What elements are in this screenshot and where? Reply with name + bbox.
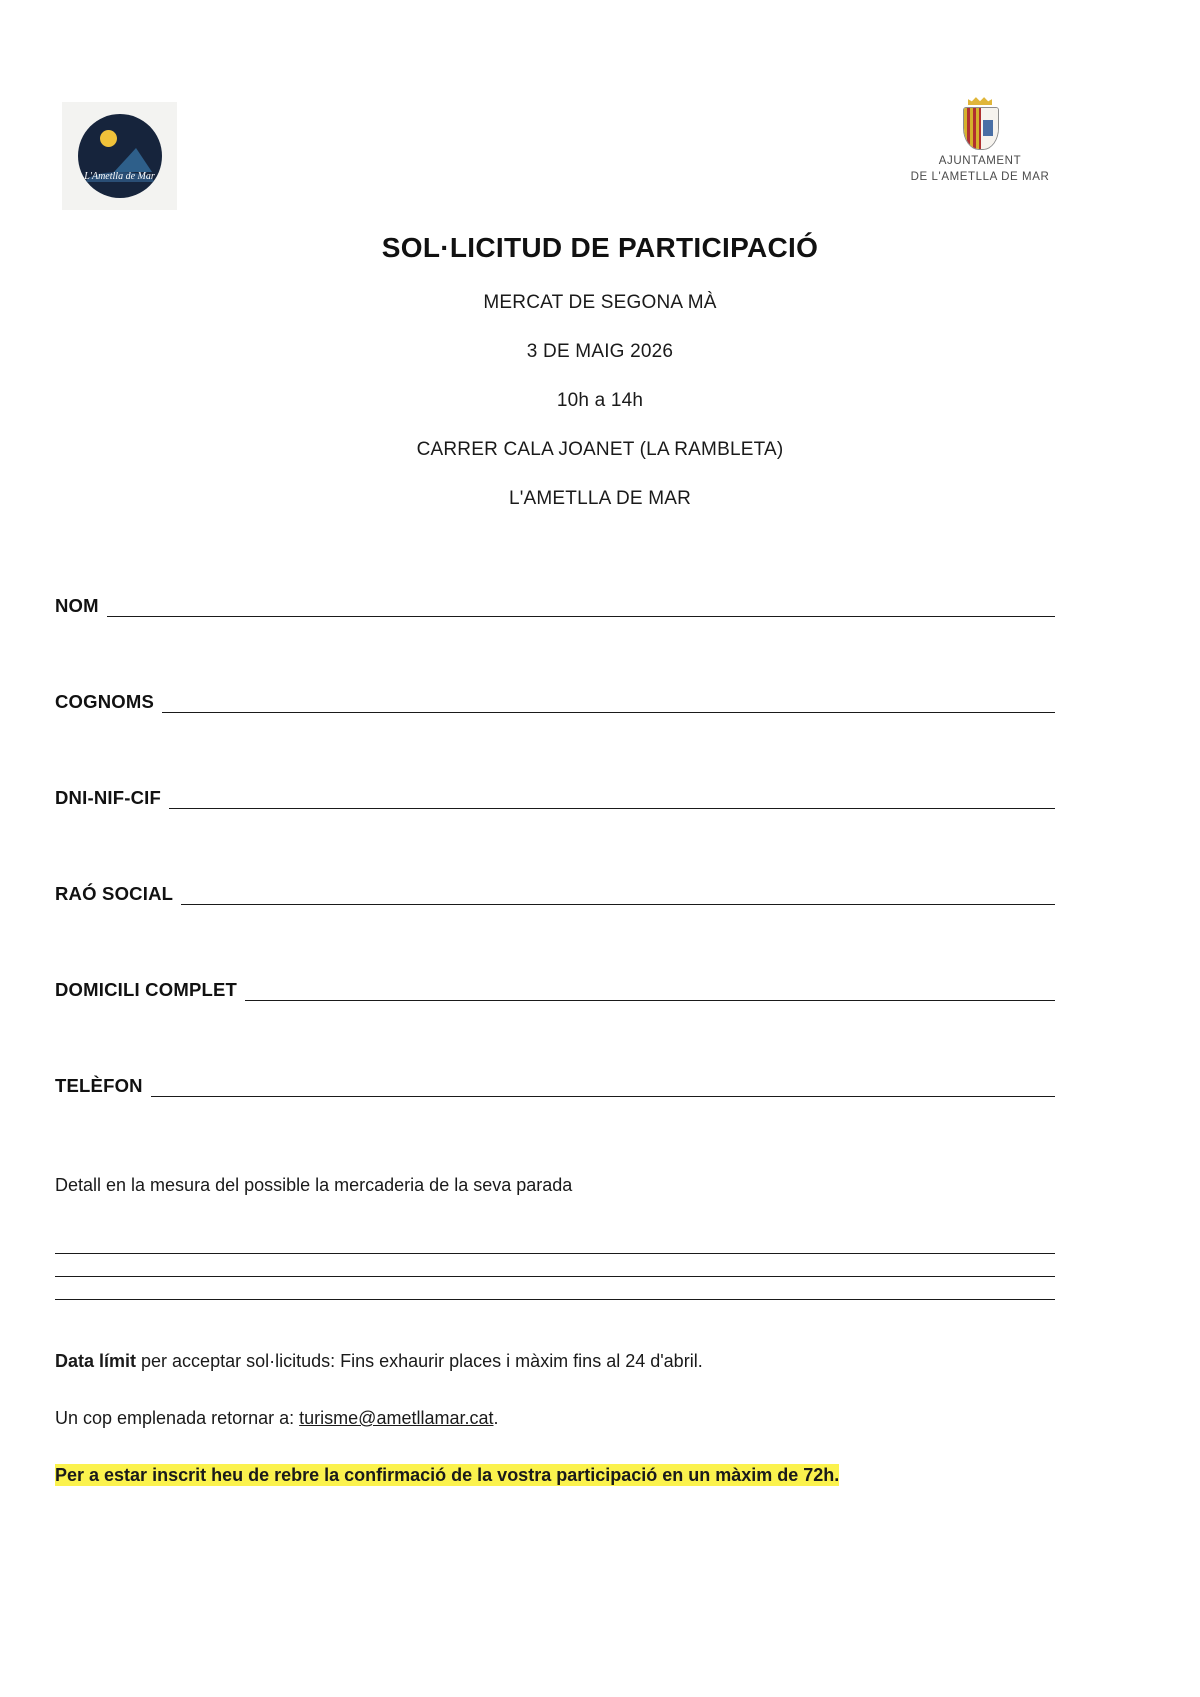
field-input-rao-social[interactable] <box>181 903 1055 905</box>
field-input-cognoms[interactable] <box>162 711 1055 713</box>
field-label-dni: DNI-NIF-CIF <box>55 786 161 808</box>
page-title: SOL·LICITUD DE PARTICIPACIÓ <box>381 232 819 263</box>
ajuntament-logo <box>900 96 1060 185</box>
crown-icon <box>968 96 992 105</box>
form-fields <box>55 585 1055 1161</box>
hill-icon <box>114 148 152 172</box>
field-input-dni[interactable] <box>169 807 1055 809</box>
details-caption: Detall en la mesura del possible la mercaderia de la seva parada <box>55 1175 573 1195</box>
field-input-nom[interactable] <box>107 615 1055 617</box>
subtitle-time: 10h a 14h <box>556 390 644 411</box>
field-label-nom: NOM <box>55 594 99 616</box>
subtitle-address: CARRER CALA JOANET (LA RAMBLETA) <box>416 439 784 460</box>
field-label-telefon: TELÈFON <box>55 1074 143 1096</box>
field-input-telefon[interactable] <box>151 1095 1055 1097</box>
ajuntament-line-2: DE L'AMETLLA DE MAR <box>910 170 1050 183</box>
details-line-2[interactable] <box>55 1254 1055 1277</box>
confirmation-note <box>55 1462 1055 1489</box>
subtitle-town: L'AMETLLA DE MAR <box>508 488 692 509</box>
shield-field <box>981 108 998 149</box>
lametlla-de-mar-tourism-logo <box>62 102 177 210</box>
details-line-1[interactable] <box>55 1231 1055 1254</box>
logo-disc <box>78 114 162 198</box>
return-suffix: . <box>493 1408 499 1428</box>
tower-icon <box>983 120 993 136</box>
ajuntament-line-1: AJUNTAMENT <box>938 155 1022 167</box>
field-row-dni <box>55 777 1055 809</box>
subtitle-event: MERCAT DE SEGONA MÀ <box>483 292 717 313</box>
highlighted-confirmation-text: Per a estar inscrit heu de rebre la confirmació de la vostra participació en un màxim de 72h. <box>55 1465 840 1485</box>
shield-stripes <box>964 108 981 149</box>
sun-icon <box>100 130 117 147</box>
field-row-nom <box>55 585 1055 617</box>
crest-icon <box>960 96 1000 148</box>
field-label-rao-social: RAÓ SOCIAL <box>55 882 174 904</box>
deadline-text: per acceptar sol·licituds: Fins exhaurir places i màxim fins al 24 d'abril. <box>136 1351 703 1371</box>
field-row-telefon <box>55 1065 1055 1097</box>
subtitle-date: 3 DE MAIG 2026 <box>526 341 674 362</box>
notes-section <box>55 1330 1055 1519</box>
return-prefix: Un cop emplenada retornar a: <box>55 1408 300 1428</box>
field-row-rao-social <box>55 873 1055 905</box>
merchandise-details-section <box>55 1175 1055 1300</box>
logo-wordmark: L'Ametlla de Mar <box>84 171 155 182</box>
details-line-3[interactable] <box>55 1277 1055 1300</box>
deadline-note <box>55 1348 1055 1375</box>
field-label-cognoms: COGNOMS <box>55 690 155 712</box>
field-input-domicili[interactable] <box>245 999 1055 1001</box>
title-block <box>0 232 1200 510</box>
return-note <box>55 1405 1055 1432</box>
email-link[interactable]: turisme@ametllamar.cat <box>299 1408 494 1428</box>
field-row-domicili <box>55 969 1055 1001</box>
deadline-label: Data límit <box>55 1351 137 1371</box>
shield-icon <box>963 107 999 150</box>
field-label-domicili: DOMICILI COMPLET <box>55 978 238 1000</box>
field-row-cognoms <box>55 681 1055 713</box>
